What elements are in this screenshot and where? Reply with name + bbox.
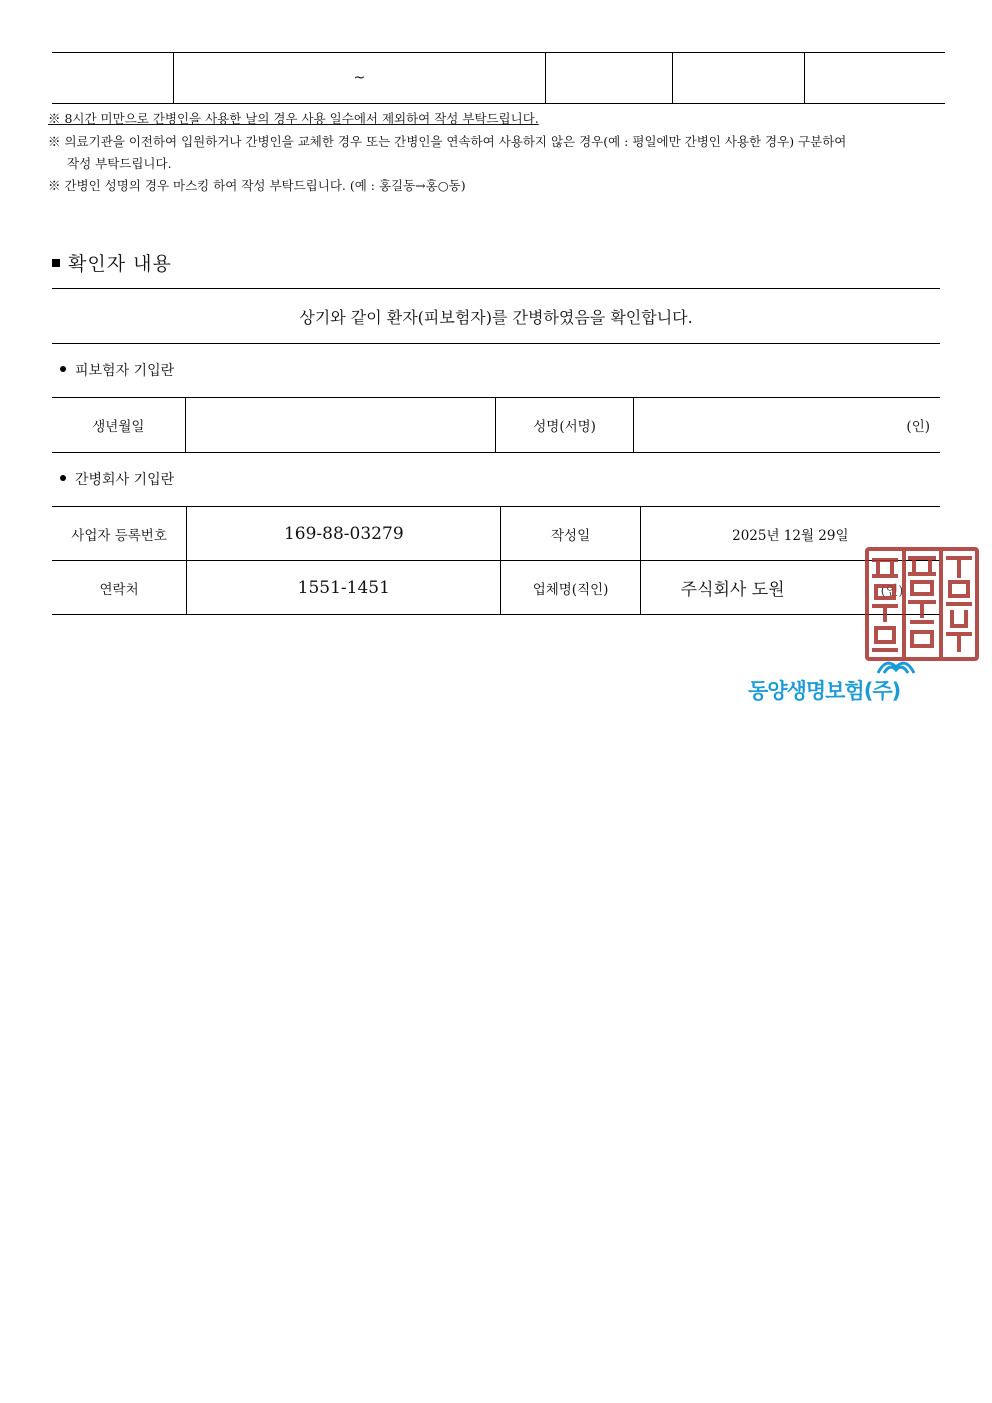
company-name: 주식회사 도원 [680, 580, 785, 600]
dot-bullet-icon [60, 366, 66, 372]
name-label: 성명(서명) [496, 398, 634, 453]
table-cell [545, 53, 672, 104]
reg-no-value: 169-88-03279 [187, 507, 501, 561]
brand-logo [748, 655, 920, 707]
date-label: 작성일 [501, 507, 640, 561]
wave-logo-icon [876, 655, 916, 675]
note-hours: ※ 8시간 미만으로 간병인을 사용한 날의 경우 사용 일수에서 제외하여 작성 부탁드립니다. [48, 111, 539, 126]
table-cell [805, 53, 945, 104]
care-period-table [52, 52, 945, 104]
company-heading-text: 간병회사 기입란 [75, 472, 175, 488]
note-transfer-cont: 작성 부탁드립니다. [67, 156, 172, 171]
dot-bullet-icon [60, 475, 66, 481]
period-cell: ~ [173, 53, 545, 104]
section-title [52, 249, 172, 276]
insured-heading [60, 360, 174, 380]
table-row [52, 398, 940, 453]
company-label: 업체명(직인) [501, 561, 640, 615]
insured-table [52, 397, 940, 453]
birth-label: 생년월일 [52, 398, 185, 453]
contact-label: 연락처 [52, 561, 187, 615]
name-signature-field[interactable]: (인) [633, 398, 940, 453]
seal-suffix: (인) [880, 584, 904, 599]
table-cell [52, 53, 173, 104]
table-cell [672, 53, 805, 104]
confirm-statement: 상기와 같이 환자(피보험자)를 간병하였음을 확인합니다. [52, 288, 940, 344]
insured-heading-text: 피보험자 기입란 [75, 363, 175, 379]
contact-value: 1551-1451 [187, 561, 501, 615]
table-row [52, 561, 940, 615]
company-seal-stamp-icon [864, 546, 980, 664]
brand-name: 동양생명보험(주) [748, 679, 901, 703]
reg-no-label: 사업자 등록번호 [52, 507, 187, 561]
section-title-text: 확인자 내용 [68, 253, 172, 275]
birth-field[interactable] [185, 398, 496, 453]
square-bullet-icon [52, 259, 60, 267]
date-value: 2025년 12월 29일 [640, 507, 940, 561]
table-row [52, 507, 940, 561]
note-transfer: ※ 의료기관을 이전하여 입원하거나 간병인을 교체한 경우 또는 간병인을 연속하여 사용하지 않은 경우(예 : 평일에만 간병인 사용한 경우) 구분하여 [48, 134, 847, 149]
company-table [52, 506, 940, 615]
note-masking: ※ 간병인 성명의 경우 마스킹 하여 작성 부탁드립니다. (예 : 홍길동→홍○동) [48, 178, 466, 193]
table-row [52, 53, 945, 104]
company-heading [60, 469, 174, 489]
